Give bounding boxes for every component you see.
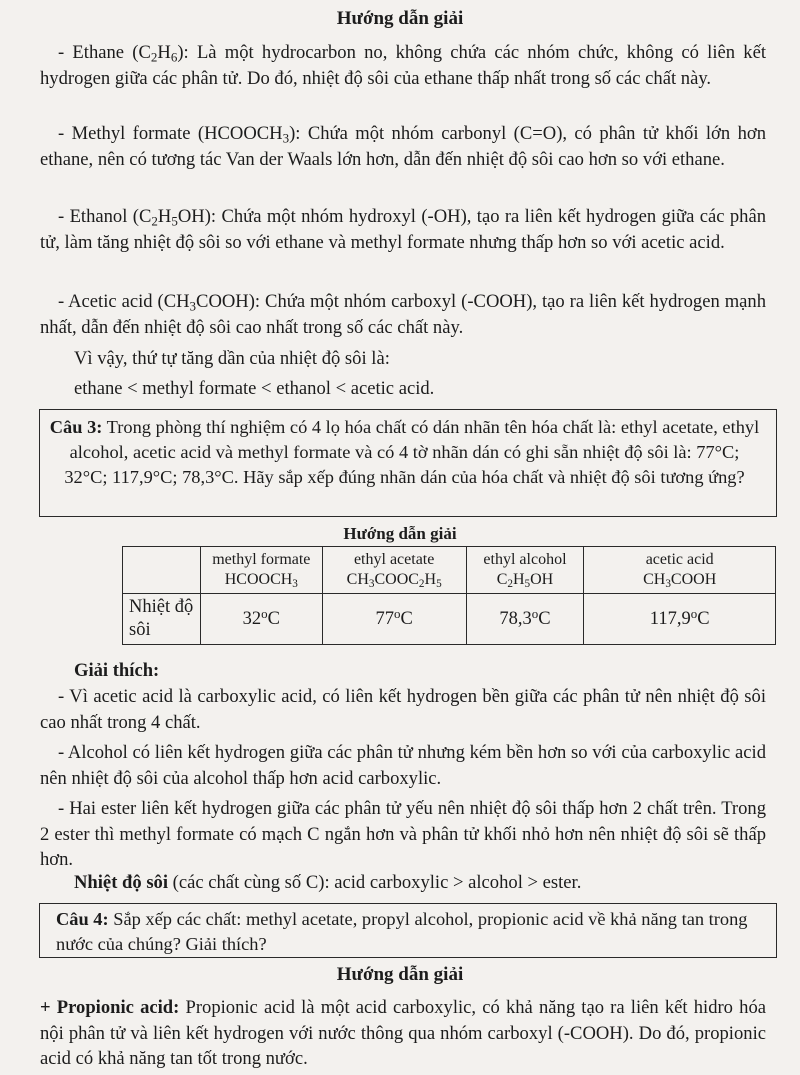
propionic-label: + Propionic acid: (40, 997, 180, 1018)
table-row (123, 594, 776, 645)
table-header-cell: methyl formate $HCOOCH_3$ (200, 547, 322, 594)
heading-solution-3: Hướng dẫn giải (336, 964, 464, 985)
table-value-cell: 78,3$^o$C (466, 594, 584, 645)
conclusion-order: ethane < methyl formate < ethanol < acetic acid. (74, 378, 435, 399)
explain-3: - Hai ester liên kết hydrogen giữa các phân tử yếu nên nhiệt độ sôi thấp hơn 2 chất trên. Trong 2 ester thì methyl formate có mạch C ngắn hơn và phân tử khối nhỏ hơn nên nhiệt độ sôi sẽ thấp hơn. (40, 798, 766, 870)
question-3-label: Câu 3: (49, 417, 103, 437)
explain-2: - Alcohol có liên kết hydrogen giữa các phân tử nhưng kém bền hơn so với của carboxylic acid nên nhiệt độ sôi của alcohol thấp hơn acid carboxylic. (40, 742, 766, 789)
summary-label: Nhiệt độ sôi (74, 872, 169, 893)
propionic-text: Propionic acid là một acid carboxylic, có khả năng tạo ra liên kết hidro hóa nội phân tử và liên kết hydrogen với nước thông qua nhóm carboxyl (-COOH). Do đó, propionic acid có khả năng tan tốt trong nước. (40, 997, 766, 1069)
table-corner-cell (123, 547, 201, 594)
question-4-box (39, 903, 777, 958)
para-propionic-acid (40, 995, 766, 1072)
boiling-point-table (122, 546, 776, 645)
table-value-cell: 77$^o$C (322, 594, 466, 645)
table-value-cell: 32$^o$C (200, 594, 322, 645)
question-4-text: Sắp xếp các chất: methyl acetate, propyl alcohol, propionic acid về khả năng tan trong nước của chúng? Giải thích? (56, 909, 748, 954)
table-header-cell: ethyl acetate $CH_3COOC_2H_5$ (322, 547, 466, 594)
question-4-label: Câu 4: (56, 909, 109, 929)
para-ethane: - Ethane $(C_2H_6)$: Là một hydrocarbon no, không chứa các nhóm chức, không có liên kết hydrogen giữa các phân tử. Do đó, nhiệt độ sôi của ethane thấp nhất trong số các chất này. (40, 42, 767, 89)
table-header-cell: acetic acid $CH_3COOH$ (584, 547, 776, 594)
conclusion-intro: Vì vậy, thứ tự tăng dần của nhiệt độ sôi là: (74, 348, 390, 369)
para-ethanol: - Ethanol $(C_2H_5OH)$: Chứa một nhóm hydroxyl (-OH), tạo ra liên kết hydrogen giữa các phân tử, làm tăng nhiệt độ sôi so với ethane và methyl formate nhưng thấp hơn so với acetic acid. (40, 206, 766, 253)
table-header-cell: ethyl alcohol $C_2H_5OH$ (466, 547, 584, 594)
question-3-text: Trong phòng thí nghiệm có 4 lọ hóa chất có dán nhãn tên hóa chất là: ethyl acetate, ethyl alcohol, acetic acid và methyl formate và có 4 tờ nhãn dán có ghi sẵn nhiệt độ sôi là: 77°C; 32°C; 117,9°C; 78,3°C. Hãy sắp xếp đúng nhãn dán của hóa chất và nhiệt độ sôi tương ứng? (64, 417, 760, 487)
table-value-cell: 117,9$^o$C (584, 594, 776, 645)
explain-1: - Vì acetic acid là carboxylic acid, có liên kết hydrogen bền giữa các phân tử nên nhiệt độ sôi cao nhất trong 4 chất. (40, 686, 766, 733)
heading-solution-1: Hướng dẫn giải (336, 8, 464, 29)
para-methyl-formate: - Methyl formate $(HCOOCH_3)$: Chứa một nhóm carbonyl (C=O), có phân tử khối lớn hơn ethane, nên có tương tác Van der Waals lớn hơn, dẫn đến nhiệt độ sôi cao hơn so với ethane. (40, 123, 766, 170)
summary-text: (các chất cùng số C): acid carboxylic > alcohol > ester. (168, 872, 582, 893)
table-header-row (123, 547, 776, 594)
para-acetic-acid: - Acetic acid $(CH_3COOH)$: Chứa một nhóm carboxyl (-COOH), tạo ra liên kết hydrogen mạnh nhất, dẫn đến nhiệt độ sôi cao nhất trong số các chất này. (40, 291, 767, 338)
explain-heading: Giải thích: (74, 660, 160, 681)
heading-solution-2: Hướng dẫn giải (343, 524, 457, 543)
table-row-label: Nhiệt độ sôi (123, 594, 201, 645)
question-3-box (39, 409, 777, 517)
summary-line (74, 872, 581, 894)
